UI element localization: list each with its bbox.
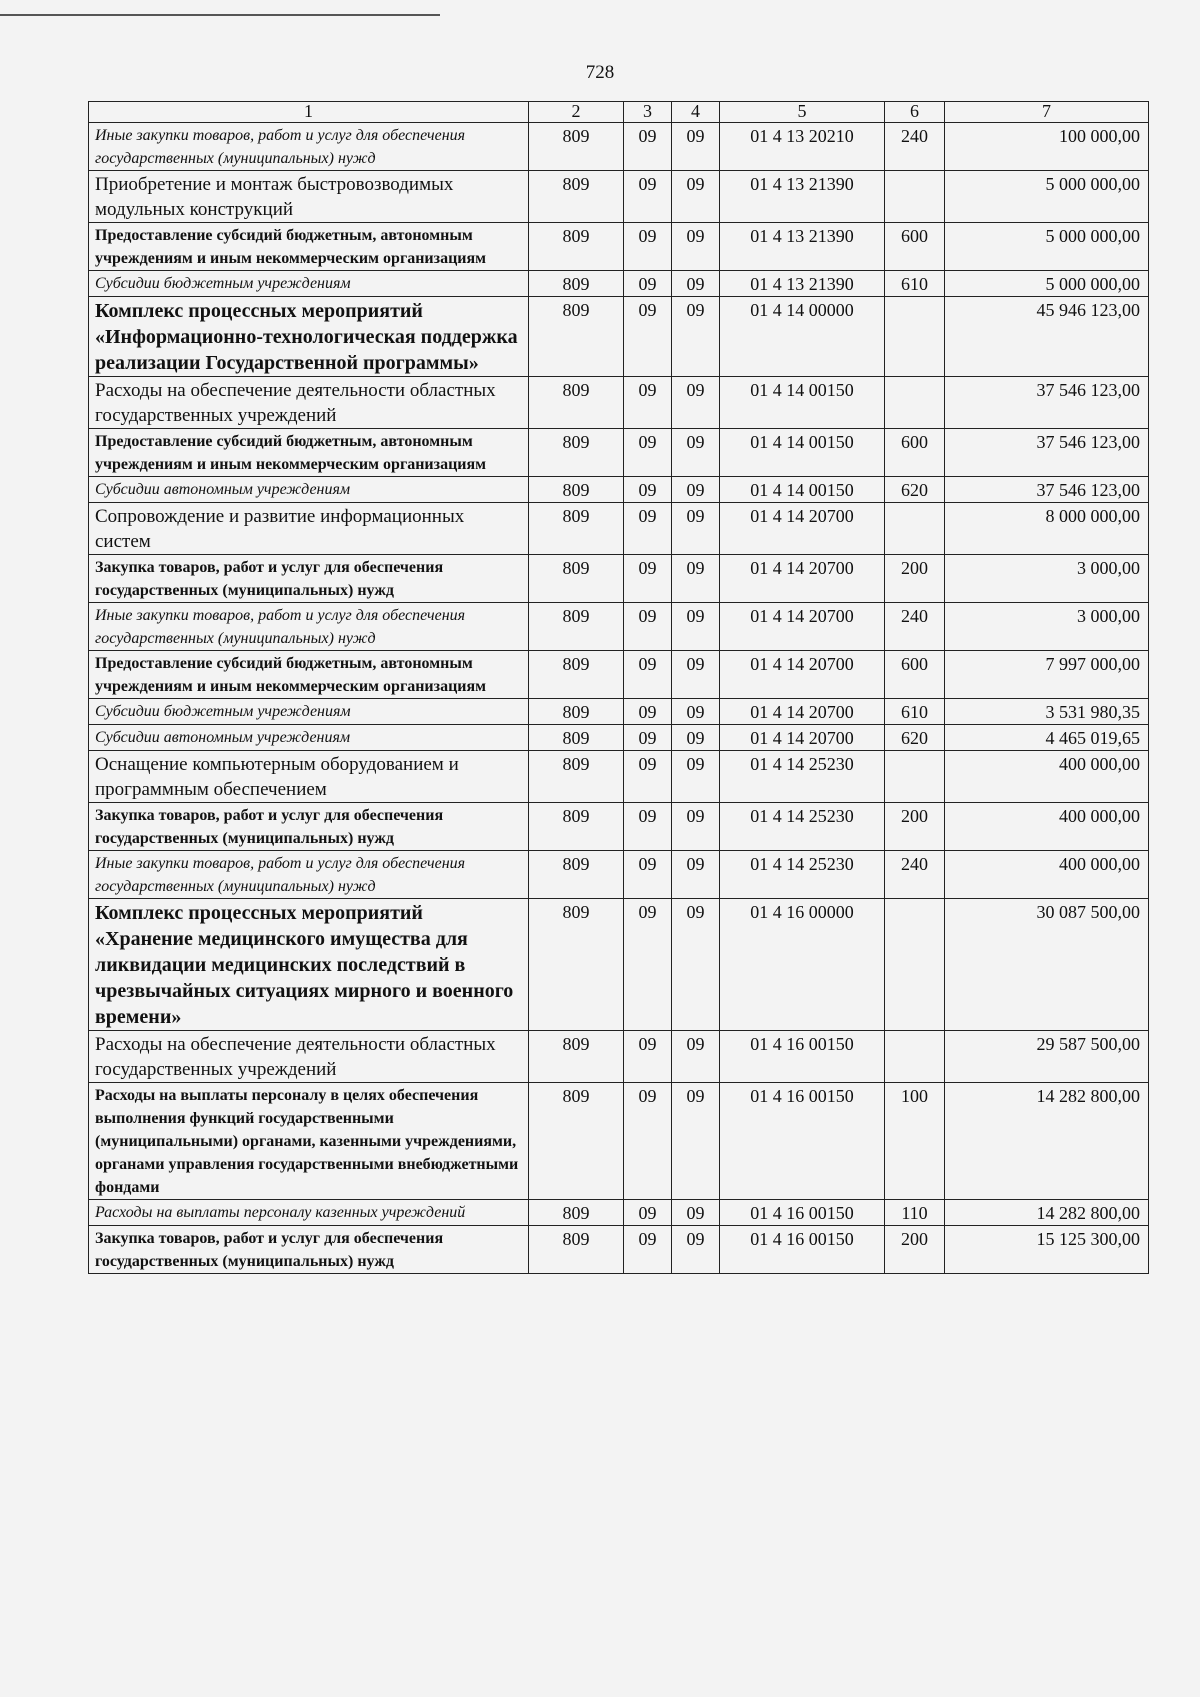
section-code-cell: 09	[624, 751, 672, 803]
amount-cell: 7 997 000,00	[945, 651, 1149, 699]
table-row	[89, 899, 1149, 1031]
amount-cell: 5 000 000,00	[945, 171, 1149, 223]
subsection-code-cell: 09	[672, 899, 720, 1031]
table-row	[89, 699, 1149, 725]
expense-type-cell: 200	[885, 555, 945, 603]
amount-cell: 37 546 123,00	[945, 377, 1149, 429]
admin-code-cell: 809	[529, 1083, 624, 1200]
row-name-cell: Субсидии бюджетным учреждениям	[89, 271, 529, 297]
amount-cell: 5 000 000,00	[945, 223, 1149, 271]
row-name-cell: Закупка товаров, работ и услуг для обеспечения государственных (муниципальных) нужд	[89, 1226, 529, 1274]
row-name-cell: Предоставление субсидий бюджетным, автономным учреждениям и иным некоммерческим организациям	[89, 429, 529, 477]
target-article-cell: 01 4 14 20700	[720, 603, 885, 651]
subsection-code-cell: 09	[672, 477, 720, 503]
subsection-code-cell: 09	[672, 851, 720, 899]
row-name-cell: Комплекс процессных мероприятий «Хранение медицинского имущества для ликвидации медицинских последствий в чрезвычайных ситуациях мирного и военного времени»	[89, 899, 529, 1031]
expense-type-cell: 620	[885, 477, 945, 503]
table-row	[89, 1226, 1149, 1274]
row-name-cell: Закупка товаров, работ и услуг для обеспечения государственных (муниципальных) нужд	[89, 555, 529, 603]
row-name-cell: Иные закупки товаров, работ и услуг для обеспечения государственных (муниципальных) нужд	[89, 123, 529, 171]
table-row	[89, 603, 1149, 651]
section-code-cell: 09	[624, 651, 672, 699]
expense-type-cell: 110	[885, 1200, 945, 1226]
admin-code-cell: 809	[529, 223, 624, 271]
top-border-line	[0, 14, 440, 16]
admin-code-cell: 809	[529, 377, 624, 429]
amount-cell: 14 282 800,00	[945, 1200, 1149, 1226]
row-name-cell: Субсидии автономным учреждениям	[89, 477, 529, 503]
expense-type-cell: 610	[885, 699, 945, 725]
section-code-cell: 09	[624, 725, 672, 751]
table-row	[89, 651, 1149, 699]
expense-type-cell: 600	[885, 429, 945, 477]
admin-code-cell: 809	[529, 297, 624, 377]
admin-code-cell: 809	[529, 1031, 624, 1083]
amount-cell: 15 125 300,00	[945, 1226, 1149, 1274]
row-name-cell: Субсидии бюджетным учреждениям	[89, 699, 529, 725]
table-row	[89, 223, 1149, 271]
section-code-cell: 09	[624, 377, 672, 429]
target-article-cell: 01 4 14 00150	[720, 429, 885, 477]
expense-type-cell	[885, 899, 945, 1031]
table-row	[89, 851, 1149, 899]
admin-code-cell: 809	[529, 803, 624, 851]
expense-type-cell: 200	[885, 1226, 945, 1274]
admin-code-cell: 809	[529, 503, 624, 555]
admin-code-cell: 809	[529, 429, 624, 477]
target-article-cell: 01 4 14 25230	[720, 803, 885, 851]
target-article-cell: 01 4 14 00000	[720, 297, 885, 377]
target-article-cell: 01 4 13 21390	[720, 171, 885, 223]
table-row	[89, 123, 1149, 171]
subsection-code-cell: 09	[672, 271, 720, 297]
expense-type-cell: 240	[885, 851, 945, 899]
subsection-code-cell: 09	[672, 223, 720, 271]
table-body	[89, 123, 1149, 1274]
section-code-cell: 09	[624, 555, 672, 603]
table-row	[89, 429, 1149, 477]
admin-code-cell: 809	[529, 477, 624, 503]
target-article-cell: 01 4 14 20700	[720, 651, 885, 699]
row-name-cell: Предоставление субсидий бюджетным, автономным учреждениям и иным некоммерческим организациям	[89, 223, 529, 271]
section-code-cell: 09	[624, 297, 672, 377]
subsection-code-cell: 09	[672, 1200, 720, 1226]
table-row	[89, 1200, 1149, 1226]
expense-type-cell	[885, 171, 945, 223]
expense-type-cell	[885, 503, 945, 555]
amount-cell: 3 000,00	[945, 603, 1149, 651]
amount-cell: 400 000,00	[945, 751, 1149, 803]
column-header: 6	[885, 102, 945, 123]
target-article-cell: 01 4 14 20700	[720, 725, 885, 751]
target-article-cell: 01 4 14 25230	[720, 851, 885, 899]
amount-cell: 4 465 019,65	[945, 725, 1149, 751]
expense-type-cell	[885, 1031, 945, 1083]
amount-cell: 8 000 000,00	[945, 503, 1149, 555]
table-row	[89, 1083, 1149, 1200]
section-code-cell: 09	[624, 123, 672, 171]
admin-code-cell: 809	[529, 555, 624, 603]
target-article-cell: 01 4 14 20700	[720, 503, 885, 555]
section-code-cell: 09	[624, 429, 672, 477]
column-header: 2	[529, 102, 624, 123]
admin-code-cell: 809	[529, 1200, 624, 1226]
table-row	[89, 297, 1149, 377]
row-name-cell: Расходы на выплаты персоналу в целях обеспечения выполнения функций государственными (муниципальными) органами, казенными учреждениями, органами управления государственными внебюджетными фондами	[89, 1083, 529, 1200]
expense-type-cell: 240	[885, 603, 945, 651]
column-header: 4	[672, 102, 720, 123]
target-article-cell: 01 4 16 00150	[720, 1031, 885, 1083]
admin-code-cell: 809	[529, 271, 624, 297]
expense-type-cell	[885, 297, 945, 377]
amount-cell: 100 000,00	[945, 123, 1149, 171]
amount-cell: 37 546 123,00	[945, 477, 1149, 503]
expense-type-cell: 240	[885, 123, 945, 171]
row-name-cell: Комплекс процессных мероприятий «Информационно-технологическая поддержка реализации Государственной программы»	[89, 297, 529, 377]
section-code-cell: 09	[624, 803, 672, 851]
subsection-code-cell: 09	[672, 603, 720, 651]
amount-cell: 14 282 800,00	[945, 1083, 1149, 1200]
expense-type-cell: 100	[885, 1083, 945, 1200]
admin-code-cell: 809	[529, 171, 624, 223]
subsection-code-cell: 09	[672, 699, 720, 725]
amount-cell: 3 000,00	[945, 555, 1149, 603]
amount-cell: 3 531 980,35	[945, 699, 1149, 725]
column-header: 1	[89, 102, 529, 123]
subsection-code-cell: 09	[672, 503, 720, 555]
section-code-cell: 09	[624, 1083, 672, 1200]
table-row	[89, 803, 1149, 851]
subsection-code-cell: 09	[672, 429, 720, 477]
expense-type-cell: 600	[885, 651, 945, 699]
admin-code-cell: 809	[529, 123, 624, 171]
budget-table	[88, 101, 1149, 1274]
table-row	[89, 725, 1149, 751]
admin-code-cell: 809	[529, 899, 624, 1031]
subsection-code-cell: 09	[672, 651, 720, 699]
table-row	[89, 377, 1149, 429]
target-article-cell: 01 4 16 00150	[720, 1083, 885, 1200]
table-row	[89, 477, 1149, 503]
target-article-cell: 01 4 13 21390	[720, 223, 885, 271]
row-name-cell: Иные закупки товаров, работ и услуг для обеспечения государственных (муниципальных) нужд	[89, 603, 529, 651]
header-row	[89, 102, 1149, 123]
amount-cell: 400 000,00	[945, 851, 1149, 899]
expense-type-cell: 600	[885, 223, 945, 271]
column-header: 3	[624, 102, 672, 123]
section-code-cell: 09	[624, 603, 672, 651]
subsection-code-cell: 09	[672, 171, 720, 223]
target-article-cell: 01 4 14 20700	[720, 555, 885, 603]
row-name-cell: Расходы на обеспечение деятельности областных государственных учреждений	[89, 377, 529, 429]
amount-cell: 400 000,00	[945, 803, 1149, 851]
amount-cell: 45 946 123,00	[945, 297, 1149, 377]
target-article-cell: 01 4 16 00000	[720, 899, 885, 1031]
amount-cell: 37 546 123,00	[945, 429, 1149, 477]
row-name-cell: Оснащение компьютерным оборудованием и программным обеспечением	[89, 751, 529, 803]
expense-type-cell	[885, 751, 945, 803]
table-row	[89, 171, 1149, 223]
section-code-cell: 09	[624, 1226, 672, 1274]
page-number: 728	[585, 62, 615, 83]
subsection-code-cell: 09	[672, 123, 720, 171]
subsection-code-cell: 09	[672, 1031, 720, 1083]
column-header: 5	[720, 102, 885, 123]
admin-code-cell: 809	[529, 651, 624, 699]
expense-type-cell: 200	[885, 803, 945, 851]
table-row	[89, 271, 1149, 297]
subsection-code-cell: 09	[672, 297, 720, 377]
table-row	[89, 555, 1149, 603]
table-row	[89, 503, 1149, 555]
target-article-cell: 01 4 13 20210	[720, 123, 885, 171]
target-article-cell: 01 4 13 21390	[720, 271, 885, 297]
expense-type-cell	[885, 377, 945, 429]
section-code-cell: 09	[624, 899, 672, 1031]
row-name-cell: Сопровождение и развитие информационных систем	[89, 503, 529, 555]
admin-code-cell: 809	[529, 725, 624, 751]
table-row	[89, 1031, 1149, 1083]
expense-type-cell: 610	[885, 271, 945, 297]
section-code-cell: 09	[624, 851, 672, 899]
target-article-cell: 01 4 16 00150	[720, 1226, 885, 1274]
expense-type-cell: 620	[885, 725, 945, 751]
subsection-code-cell: 09	[672, 803, 720, 851]
subsection-code-cell: 09	[672, 725, 720, 751]
section-code-cell: 09	[624, 271, 672, 297]
section-code-cell: 09	[624, 503, 672, 555]
row-name-cell: Иные закупки товаров, работ и услуг для обеспечения государственных (муниципальных) нужд	[89, 851, 529, 899]
admin-code-cell: 809	[529, 1226, 624, 1274]
target-article-cell: 01 4 14 25230	[720, 751, 885, 803]
target-article-cell: 01 4 14 00150	[720, 477, 885, 503]
section-code-cell: 09	[624, 171, 672, 223]
row-name-cell: Расходы на выплаты персоналу казенных учреждений	[89, 1200, 529, 1226]
table-row	[89, 751, 1149, 803]
subsection-code-cell: 09	[672, 1226, 720, 1274]
section-code-cell: 09	[624, 477, 672, 503]
row-name-cell: Приобретение и монтаж быстровозводимых модульных конструкций	[89, 171, 529, 223]
admin-code-cell: 809	[529, 751, 624, 803]
amount-cell: 30 087 500,00	[945, 899, 1149, 1031]
row-name-cell: Субсидии автономным учреждениям	[89, 725, 529, 751]
admin-code-cell: 809	[529, 603, 624, 651]
column-header: 7	[945, 102, 1149, 123]
row-name-cell: Предоставление субсидий бюджетным, автономным учреждениям и иным некоммерческим организациям	[89, 651, 529, 699]
row-name-cell: Расходы на обеспечение деятельности областных государственных учреждений	[89, 1031, 529, 1083]
section-code-cell: 09	[624, 223, 672, 271]
section-code-cell: 09	[624, 1031, 672, 1083]
target-article-cell: 01 4 16 00150	[720, 1200, 885, 1226]
target-article-cell: 01 4 14 20700	[720, 699, 885, 725]
subsection-code-cell: 09	[672, 751, 720, 803]
admin-code-cell: 809	[529, 699, 624, 725]
subsection-code-cell: 09	[672, 1083, 720, 1200]
section-code-cell: 09	[624, 699, 672, 725]
subsection-code-cell: 09	[672, 377, 720, 429]
subsection-code-cell: 09	[672, 555, 720, 603]
amount-cell: 29 587 500,00	[945, 1031, 1149, 1083]
row-name-cell: Закупка товаров, работ и услуг для обеспечения государственных (муниципальных) нужд	[89, 803, 529, 851]
target-article-cell: 01 4 14 00150	[720, 377, 885, 429]
admin-code-cell: 809	[529, 851, 624, 899]
amount-cell: 5 000 000,00	[945, 271, 1149, 297]
section-code-cell: 09	[624, 1200, 672, 1226]
